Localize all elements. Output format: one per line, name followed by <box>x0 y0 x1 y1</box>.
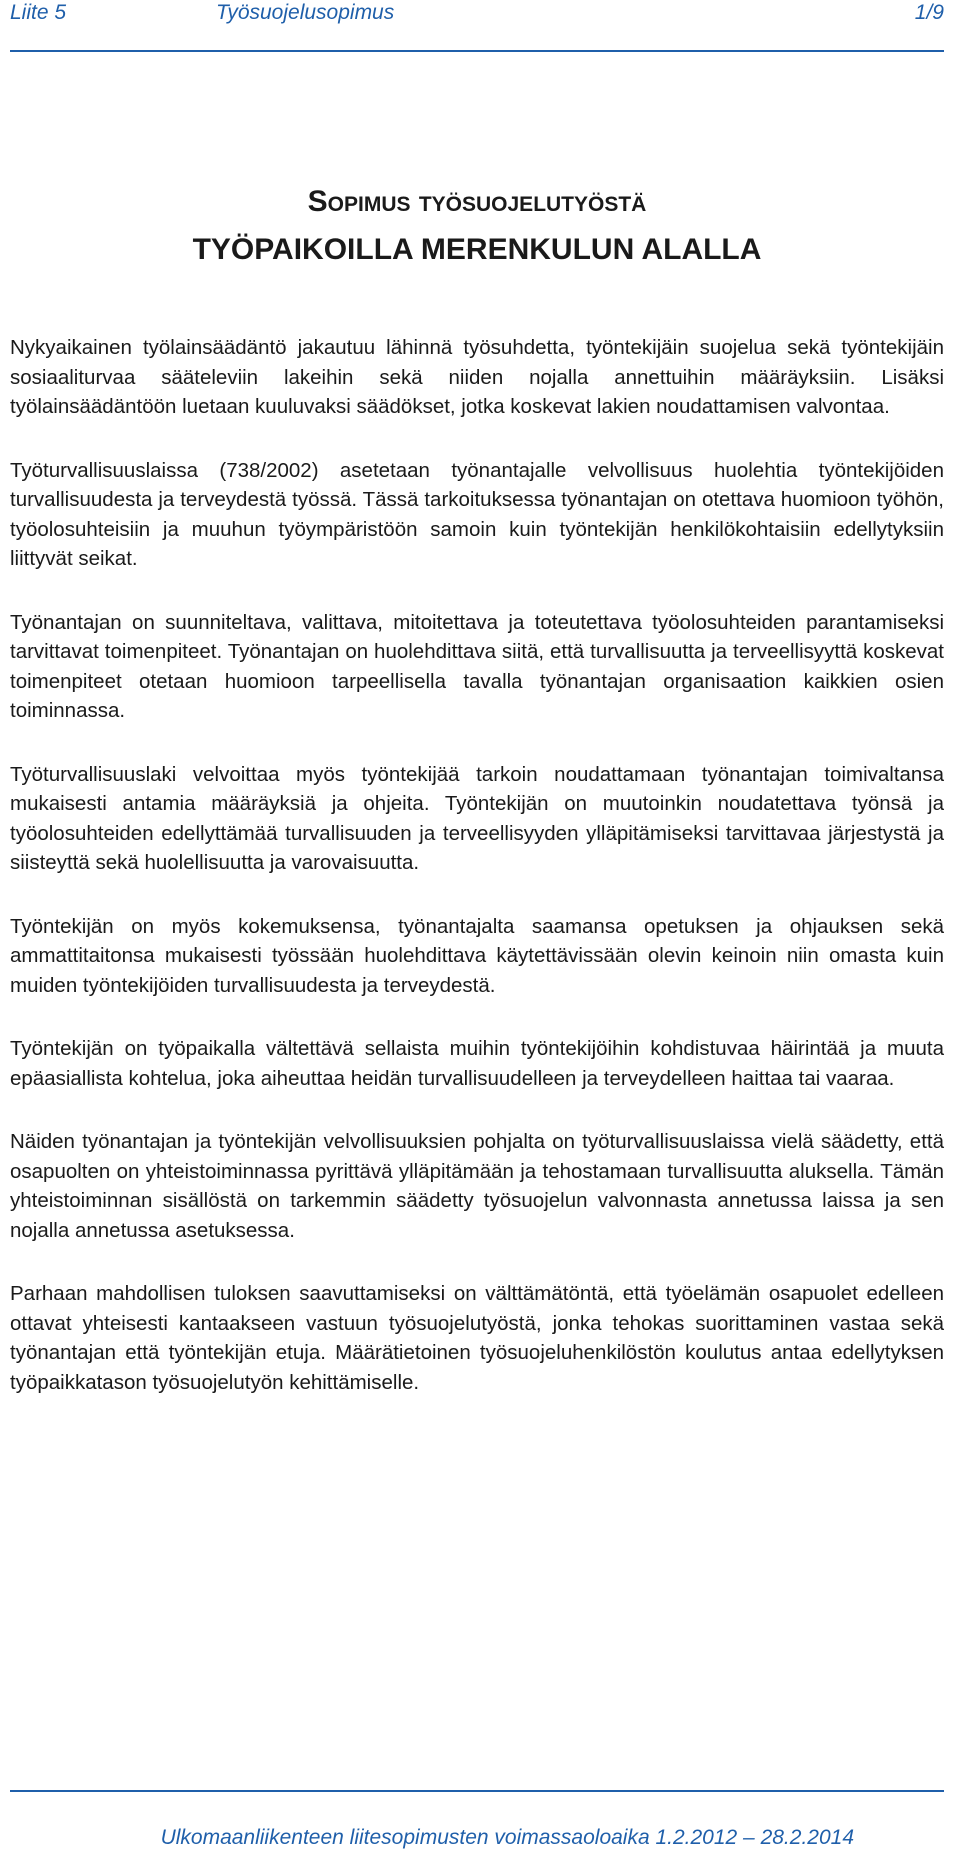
paragraph: Työntekijän on myös kokemuksensa, työnantajalta saamansa opetuksen ja ohjauksen sekä ammattitaitonsa mukaisesti työssään huolehdittava käytettävissään olevin keinoin niin omasta kuin muiden työntekijöiden turvallisuudesta ja terveydestä. <box>10 914 944 997</box>
page-header <box>10 0 944 28</box>
paragraph: Työntekijän on työpaikalla vältettävä sellaista muihin työntekijöihin kohdistuvaa häirintää ja muuta epäasiallista kohtelua, joka aiheuttaa heidän turvallisuudelleen ja terveydelleen haittaa tai vaaraa. <box>10 1037 944 1090</box>
paragraph: Näiden työnantajan ja työntekijän velvollisuuksien pohjalta on työturvallisuuslaissa vielä säädetty, että osapuolten on yhteistoiminnassa pyrittävä ylläpitämään ja tehostamaan turvallisuutta aluksella. Tämän yhteistoiminnan sisällöstä on tarkemmin säädetty työsuojelun valvonnasta annetussa laissa ja sen nojalla annetussa asetuksessa. <box>10 1130 944 1242</box>
footer-divider <box>10 1790 944 1792</box>
body-text <box>10 333 944 1431</box>
title-line-1: Sopimus työsuojelutyöstä <box>307 185 647 218</box>
paragraph: Nykyaikainen työlainsäädäntö jakautuu lähinnä työsuhdetta, työntekijäin suojelua sekä työntekijäin sosiaaliturvaa sääteleviin lakeihin sekä niiden nojalla annettuihin määräyksiin. Lisäksi työlainsäädäntöön luetaan kuuluvaksi säädökset, jotka koskevat lakien noudattamisen valvontaa. <box>10 336 944 418</box>
title-line-2: TYÖPAIKOILLA MERENKULUN ALALLA <box>192 233 762 266</box>
paragraph: Parhaan mahdollisen tuloksen saavuttamiseksi on välttämätöntä, että työelämän osapuolet edelleen ottavat yhteisesti kantaakseen vastuun työsuojelutyöstä, jonka tehokas suorittaminen vastaa sekä työnantajan että työntekijän etuja. Määrätietoinen työsuojeluhenkilöstön koulutus antaa edellytyksen työpaikkatason työsuojelutyön kehittämiselle. <box>10 1282 944 1394</box>
page-footer: Ulkomaanliikenteen liitesopimusten voimassaoloaika 1.2.2012 – 28.2.2014 <box>160 1826 854 1849</box>
paragraph: Työturvallisuuslaissa (738/2002) asetetaan työnantajalle velvollisuus huolehtia työntekijöiden turvallisuudesta ja terveydestä työssä. Tässä tarkoituksessa työnantajan on otettava huomioon työhön, työolosuhteisiin ja muuhun työympäristöön samoin kuin työntekijän henkilökohtaisiin edellytyksiin liittyvät seikat. <box>10 458 944 570</box>
header-appendix-label: Liite 5 <box>10 1 67 24</box>
paragraph: Työnantajan on suunniteltava, valittava, mitoitettava ja toteutettava työolosuhteiden parantamiseksi tarvittavat toimenpiteet. Työnantajan on huolehdittava siitä, että turvallisuutta ja terveellisyyttä koskevat toimenpiteet otetaan huomioon tarpeellisella tavalla työnantajan organisaation kaikkien osien toiminnassa. <box>10 610 944 722</box>
header-page-number: 1/9 <box>914 1 944 24</box>
paragraph: Työturvallisuuslaki velvoittaa myös työntekijää tarkoin noudattamaan työnantajan toimivaltansa mukaisesti antamia määräyksiä ja ohjeita. Työntekijän on muutoinkin noudatettava työnsä ja työolosuhteiden edellyttämää turvallisuuden ja terveellisyyden ylläpitämiseksi tarvittavaa järjestystä ja siisteyttä sekä huolellisuutta ja varovaisuutta. <box>10 762 944 874</box>
header-divider <box>10 50 944 52</box>
document-title <box>10 178 944 274</box>
header-document-title: Työsuojelusopimus <box>216 1 395 24</box>
